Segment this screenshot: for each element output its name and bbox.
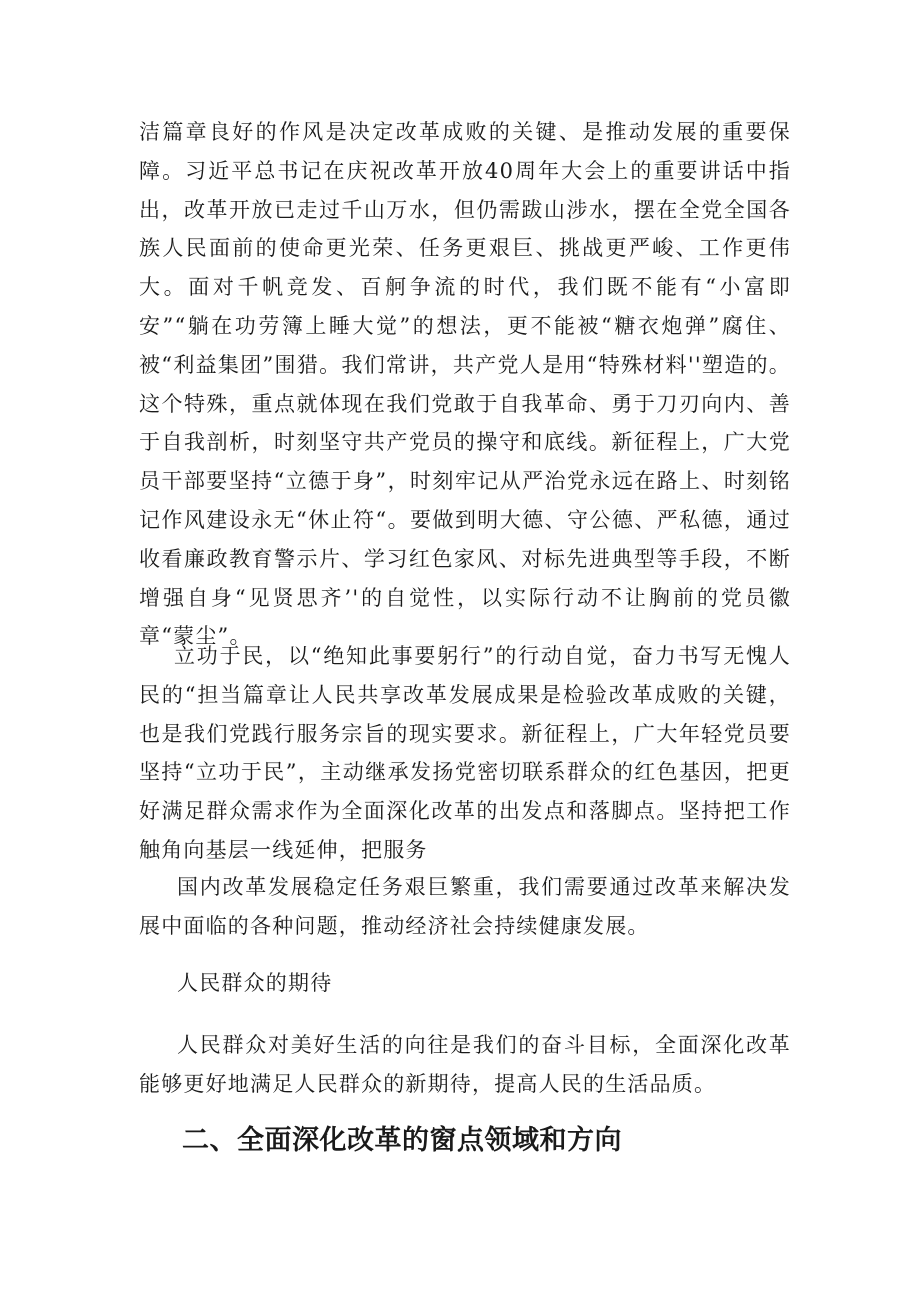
body-paragraph: 国内改革发展稳定任务艰巨繁重，我们需要通过改革来解决发展中面临的各种问题，推动经济社会持续健康发展。 xyxy=(139,875,791,938)
section-heading: 二、全面深化改革的窗点领域和方向 xyxy=(182,1125,622,1156)
body-paragraph: 立功于民，以“绝知此事要躬行”的行动自觉，奋力书写无愧人民的“担当篇章让人民共享改革发展成果是检验改革成败的关键，也是我们党践行服务宗旨的现实要求。新征程上，广大年轻党员要坚持“立功于民”，主动继承发扬党密切联系群众的红色基因，把更好满足群众需求作为全面深化改革的出发点和落脚点。坚持把工作触角向基层一线延伸，把服务 xyxy=(139,644,791,862)
body-paragraph: 人民群众对美好生活的向往是我们的奋斗目标，全面深化改革能够更好地满足人民群众的新期待，提高人民的生活品质。 xyxy=(139,1033,791,1096)
body-paragraph: 洁篇章良好的作风是决定改革成败的关键、是推动发展的重要保障。习近平总书记在庆祝改革开放40周年大会上的重要讲话中指出，改革开放已走过千山万水，但仍需跋山涉水，摆在全党全国各族人民面前的使命更光荣、任务更艰巨、挑战更严峻、工作更伟大。面对千帆竞发、百舸争流的时代，我们既不能有“小富即安”“躺在功劳簿上睡大觉”的想法，更不能被“糖衣炮弹”腐住、被“利益集团”围猎。我们常讲，共产党人是用“特殊材料''塑造的。这个特殊，重点就体现在我们党敢于自我革命、勇于刀刃向内、善于自我剖析，时刻坚守共产党员的操守和底线。新征程上，广大党员干部要坚持“立德于身”，时刻牢记从严治党永远在路上、时刻铭记作风建设永无“休止符“。要做到明大德、守公德、严私德，通过收看廉政教育警示片、学习红色家风、对标先进典型等手段，不断增强自身“见贤思齐’'的自觉性，以实际行动不让胸前的党员徽章“蒙尘”。 xyxy=(139,120,791,649)
subheading: 人民群众的期待 xyxy=(177,971,333,995)
